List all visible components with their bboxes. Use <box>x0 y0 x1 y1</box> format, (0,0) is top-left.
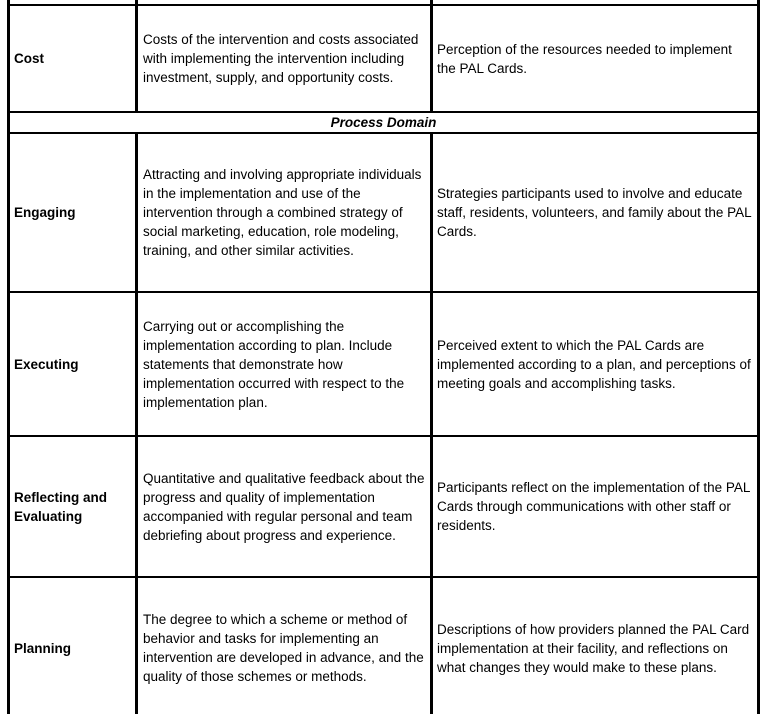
application-cell: Strategies participants used to involve and educate staff, residents, volunteers, and family about the PAL Cards. <box>432 133 759 292</box>
table-row-cost <box>9 5 759 112</box>
construct-cell: Reflecting and Evaluating <box>9 436 137 577</box>
table-row-executing <box>9 292 759 436</box>
application-cell: Perceived extent to which the PAL Cards are implemented according to a plan, and perceptions of meeting goals and accomplishing tasks. <box>432 292 759 436</box>
table-row-planning <box>9 577 759 714</box>
definition-cell: Quantitative and qualitative feedback about the progress and quality of implementation accompanied with regular personal and team debriefing about progress and experience. <box>137 436 432 577</box>
application-cell: Participants reflect on the implementation of the PAL Cards through communications with other staff or residents. <box>432 436 759 577</box>
definition-cell: Carrying out or accomplishing the implementation according to plan. Include statements that demonstrate how implementation occurred with respect to the implementation plan. <box>137 292 432 436</box>
section-header-row <box>9 112 759 133</box>
definition-cell: The degree to which a scheme or method of behavior and tasks for implementing an intervention are developed in advance, and the quality of those schemes or methods. <box>137 577 432 714</box>
definition-cell: Costs of the intervention and costs associated with implementing the intervention including investment, supply, and opportunity costs. <box>137 5 432 112</box>
definition-cell: Attracting and involving appropriate individuals in the implementation and use of the intervention through a combined strategy of social marketing, education, role modeling, training, and other similar activities. <box>137 133 432 292</box>
construct-cell: Executing <box>9 292 137 436</box>
construct-cell: Planning <box>9 577 137 714</box>
process-domain-header: Process Domain <box>9 112 759 133</box>
application-cell: Descriptions of how providers planned the PAL Card implementation at their facility, and reflections on what changes they would make to these plans. <box>432 577 759 714</box>
table-row-reflecting-evaluating <box>9 436 759 577</box>
construct-cell: Cost <box>9 5 137 112</box>
table-row-engaging <box>9 133 759 292</box>
constructs-table <box>7 0 760 714</box>
construct-cell: Engaging <box>9 133 137 292</box>
application-cell: Perception of the resources needed to implement the PAL Cards. <box>432 5 759 112</box>
